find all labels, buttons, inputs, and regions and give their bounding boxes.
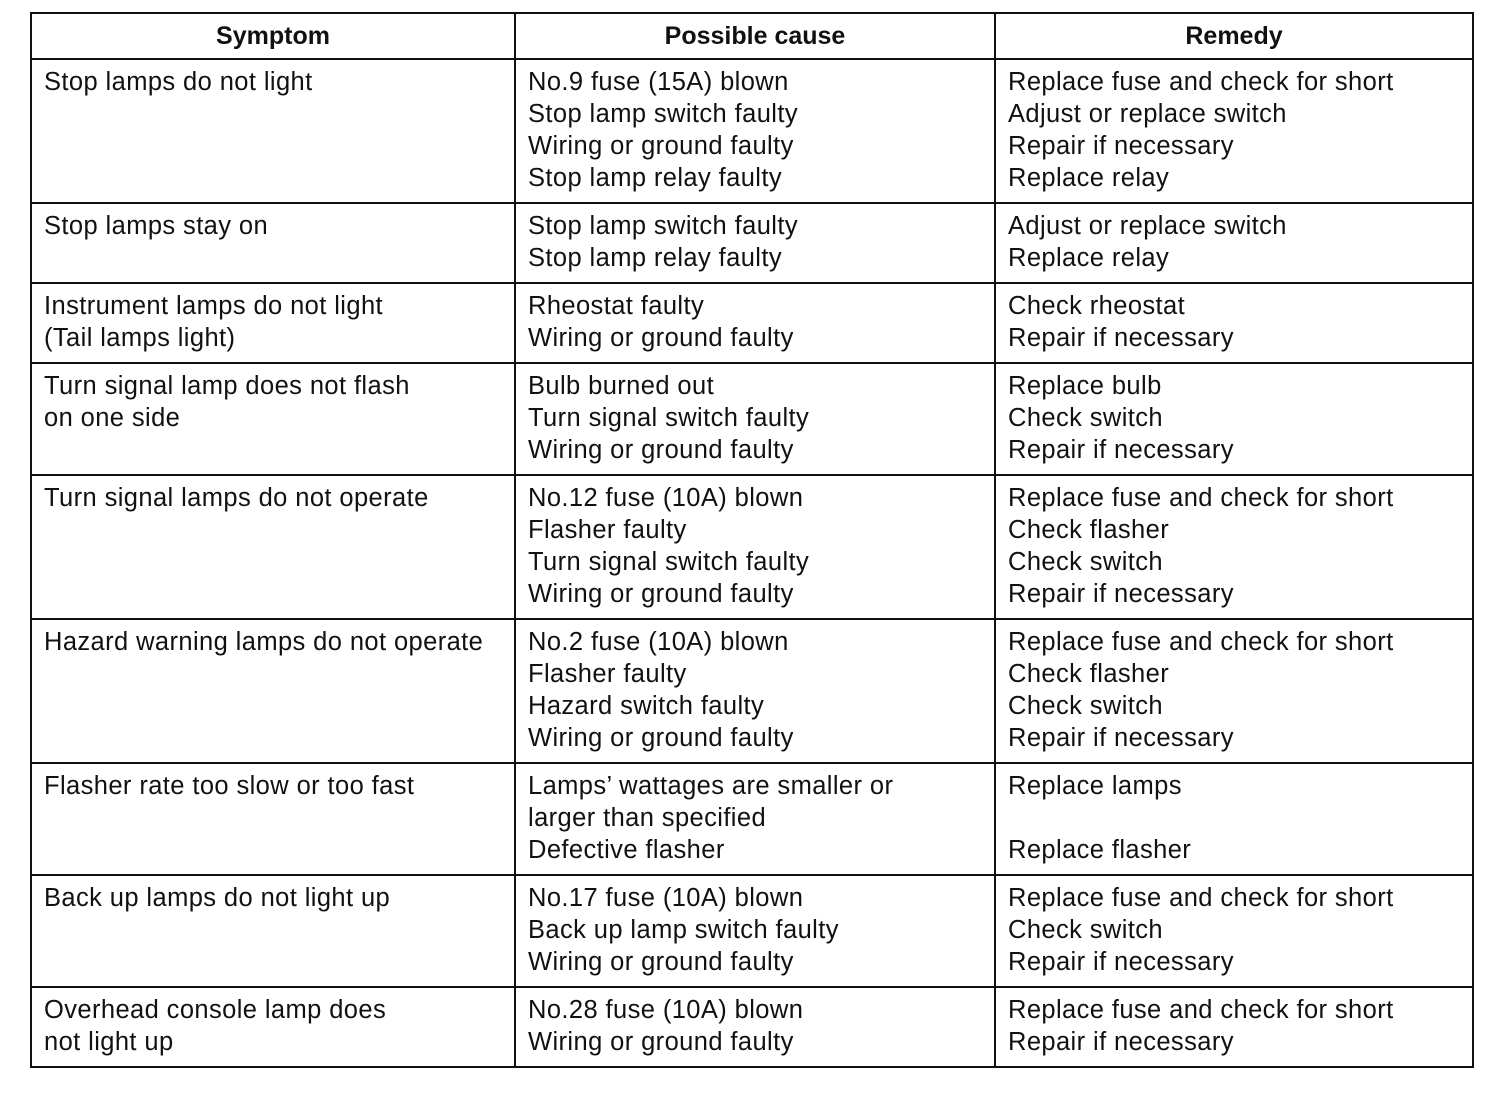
remedy-line: Replace relay <box>1008 244 1170 272</box>
remedy-line: Adjust or replace switch <box>1008 100 1287 128</box>
table-row <box>31 203 1473 283</box>
cause-line: Wiring or ground faulty <box>528 436 794 464</box>
remedy-cell <box>995 987 1473 1067</box>
troubleshooting-sheet <box>30 12 1472 1068</box>
table-body <box>31 59 1473 1067</box>
cause-line: Back up lamp switch faulty <box>528 916 839 944</box>
symptom-cell <box>31 475 515 619</box>
symptom-cell <box>31 283 515 363</box>
remedy-line: Repair if necessary <box>1008 324 1234 352</box>
symptom-line: on one side <box>44 404 181 432</box>
cause-line: Wiring or ground faulty <box>528 948 794 976</box>
table-row <box>31 619 1473 763</box>
remedy-cell <box>995 203 1473 283</box>
remedy-line: Replace relay <box>1008 164 1170 192</box>
cause-line: Stop lamp switch faulty <box>528 212 798 240</box>
symptom-line: (Tail lamps light) <box>44 324 236 352</box>
cause-line: No.9 fuse (15A) blown <box>528 68 789 96</box>
remedy-line: Check switch <box>1008 692 1164 720</box>
remedy-line: Replace fuse and check for short <box>1008 68 1394 96</box>
table-row <box>31 283 1473 363</box>
cause-line: Turn signal switch faulty <box>528 404 810 432</box>
symptom-line: Turn signal lamps do not operate <box>44 484 429 512</box>
remedy-cell <box>995 59 1473 203</box>
cause-line: Turn signal switch faulty <box>528 548 810 576</box>
cause-cell <box>515 987 995 1067</box>
cause-line: Defective flasher <box>528 836 725 864</box>
remedy-line: Replace fuse and check for short <box>1008 996 1394 1024</box>
table-row <box>31 987 1473 1067</box>
remedy-line: Check switch <box>1008 404 1164 432</box>
remedy-cell <box>995 283 1473 363</box>
remedy-cell <box>995 875 1473 987</box>
cause-line: Wiring or ground faulty <box>528 580 794 608</box>
remedy-line: Check rheostat <box>1008 292 1186 320</box>
cause-cell <box>515 763 995 875</box>
remedy-line: Check switch <box>1008 548 1164 576</box>
header-remedy: Remedy <box>995 13 1473 59</box>
cause-line: Bulb burned out <box>528 372 715 400</box>
remedy-line: Check switch <box>1008 916 1164 944</box>
symptom-line: Instrument lamps do not light <box>44 292 384 320</box>
remedy-cell <box>995 363 1473 475</box>
cause-cell <box>515 59 995 203</box>
remedy-line: Replace fuse and check for short <box>1008 884 1394 912</box>
remedy-line: Check flasher <box>1008 660 1170 688</box>
cause-cell <box>515 619 995 763</box>
remedy-line: Replace fuse and check for short <box>1008 484 1394 512</box>
cause-line: No.12 fuse (10A) blown <box>528 484 804 512</box>
header-symptom: Symptom <box>31 13 515 59</box>
header-possible-cause: Possible cause <box>515 13 995 59</box>
cause-cell <box>515 363 995 475</box>
cause-line: Lamps’ wattages are smaller or <box>528 772 894 800</box>
remedy-line: Adjust or replace switch <box>1008 212 1287 240</box>
symptom-line: Turn signal lamp does not flash <box>44 372 410 400</box>
remedy-line: Repair if necessary <box>1008 1028 1234 1056</box>
symptom-line: Back up lamps do not light up <box>44 884 391 912</box>
cause-line: Flasher faulty <box>528 516 687 544</box>
symptom-cell <box>31 763 515 875</box>
cause-cell <box>515 283 995 363</box>
header-row <box>31 13 1473 59</box>
remedy-line: Repair if necessary <box>1008 948 1234 976</box>
remedy-line <box>1008 802 1462 834</box>
symptom-line: Hazard warning lamps do not operate <box>44 628 484 656</box>
table-row <box>31 363 1473 475</box>
cause-cell <box>515 475 995 619</box>
symptom-line: not light up <box>44 1028 174 1056</box>
symptom-cell <box>31 363 515 475</box>
remedy-line: Replace fuse and check for short <box>1008 628 1394 656</box>
symptom-cell <box>31 619 515 763</box>
remedy-cell <box>995 763 1473 875</box>
symptom-line: Stop lamps do not light <box>44 68 313 96</box>
remedy-cell <box>995 619 1473 763</box>
symptom-cell <box>31 875 515 987</box>
troubleshooting-table <box>30 12 1474 1068</box>
table-row <box>31 763 1473 875</box>
table-row <box>31 475 1473 619</box>
cause-line: Rheostat faulty <box>528 292 705 320</box>
remedy-line: Replace bulb <box>1008 372 1162 400</box>
cause-line: Stop lamp relay faulty <box>528 244 783 272</box>
cause-line: Wiring or ground faulty <box>528 724 794 752</box>
symptom-cell <box>31 59 515 203</box>
table-row <box>31 875 1473 987</box>
cause-line: Hazard switch faulty <box>528 692 765 720</box>
cause-line: larger than specified <box>528 804 767 832</box>
cause-line: Wiring or ground faulty <box>528 1028 794 1056</box>
cause-line: No.2 fuse (10A) blown <box>528 628 789 656</box>
remedy-line: Repair if necessary <box>1008 132 1234 160</box>
remedy-line: Repair if necessary <box>1008 580 1234 608</box>
remedy-line: Replace flasher <box>1008 836 1192 864</box>
table-row <box>31 59 1473 203</box>
remedy-cell <box>995 475 1473 619</box>
symptom-cell <box>31 203 515 283</box>
cause-line: Stop lamp switch faulty <box>528 100 798 128</box>
remedy-line: Repair if necessary <box>1008 436 1234 464</box>
remedy-line: Repair if necessary <box>1008 724 1234 752</box>
cause-line: Wiring or ground faulty <box>528 324 794 352</box>
symptom-line: Stop lamps stay on <box>44 212 269 240</box>
remedy-line: Replace lamps <box>1008 772 1182 800</box>
cause-line: Flasher faulty <box>528 660 687 688</box>
cause-cell <box>515 203 995 283</box>
symptom-line: Overhead console lamp does <box>44 996 387 1024</box>
cause-line: No.17 fuse (10A) blown <box>528 884 804 912</box>
remedy-line: Check flasher <box>1008 516 1170 544</box>
cause-line: No.28 fuse (10A) blown <box>528 996 804 1024</box>
symptom-cell <box>31 987 515 1067</box>
symptom-line: Flasher rate too slow or too fast <box>44 772 415 800</box>
cause-line: Wiring or ground faulty <box>528 132 794 160</box>
cause-cell <box>515 875 995 987</box>
cause-line: Stop lamp relay faulty <box>528 164 783 192</box>
